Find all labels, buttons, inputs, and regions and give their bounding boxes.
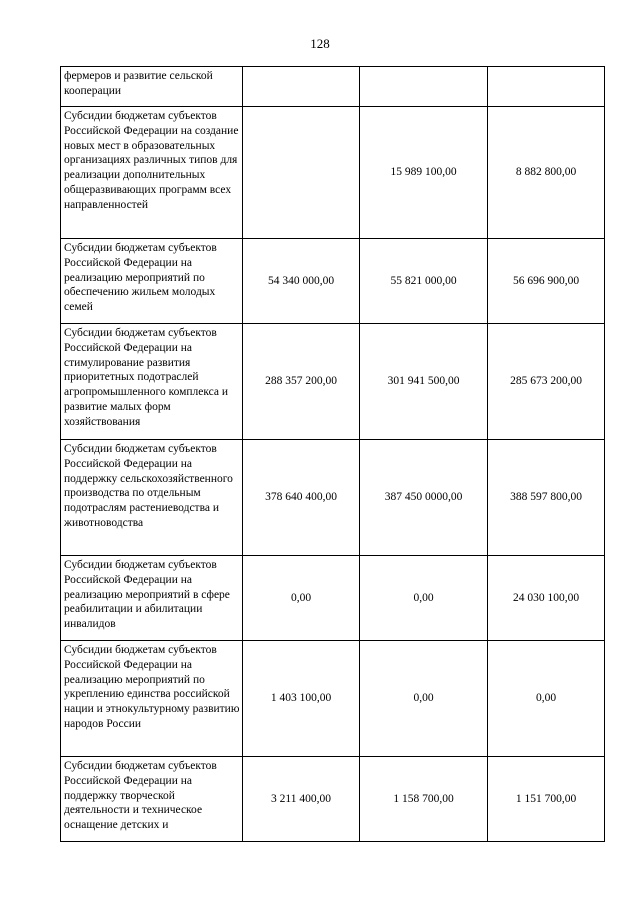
table-row — [61, 440, 605, 556]
value-cell: 0,00 — [488, 641, 605, 757]
value-cell: 378 640 400,00 — [243, 440, 360, 556]
table-row — [61, 239, 605, 324]
value-cell: 54 340 000,00 — [243, 239, 360, 324]
page-number: 128 — [310, 36, 330, 51]
table-row — [61, 67, 605, 107]
value-cell: 1 158 700,00 — [360, 757, 488, 842]
value-cell — [243, 107, 360, 239]
table-row — [61, 324, 605, 440]
row-description: фермеров и развитие сельской кооперации — [61, 67, 243, 107]
value-cell: 15 989 100,00 — [360, 107, 488, 239]
row-description: Субсидии бюджетам субъектов Российской Федерации на реализацию мероприятий в сфере реабилитации и абилитации инвалидов — [61, 556, 243, 641]
value-cell: 0,00 — [360, 641, 488, 757]
row-description: Субсидии бюджетам субъектов Российской Федерации на реализацию мероприятий по укреплению единства российской нации и этнокультурному развитию народов России — [61, 641, 243, 757]
budget-table — [60, 66, 605, 842]
value-cell: 55 821 000,00 — [360, 239, 488, 324]
table-row — [61, 107, 605, 239]
value-cell: 8 882 800,00 — [488, 107, 605, 239]
value-cell: 1 151 700,00 — [488, 757, 605, 842]
table-row — [61, 757, 605, 842]
row-description: Субсидии бюджетам субъектов Российской Федерации на стимулирование развития приоритетных подотраслей агропромышленного комплекса и развитие малых форм хозяйствования — [61, 324, 243, 440]
value-cell: 285 673 200,00 — [488, 324, 605, 440]
value-cell — [488, 67, 605, 107]
value-cell — [243, 67, 360, 107]
row-description: Субсидии бюджетам субъектов Российской Федерации на поддержку сельскохозяйственного производства по отдельным подотраслям растениеводства и животноводства — [61, 440, 243, 556]
value-cell: 56 696 900,00 — [488, 239, 605, 324]
value-cell: 0,00 — [360, 556, 488, 641]
row-description: Субсидии бюджетам субъектов Российской Федерации на создание новых мест в образовательных организациях различных типов для реализации дополнительных общеразвивающих программ всех направленностей — [61, 107, 243, 239]
value-cell: 288 357 200,00 — [243, 324, 360, 440]
row-description: Субсидии бюджетам субъектов Российской Федерации на поддержку творческой деятельности и техническое оснащение детских и — [61, 757, 243, 842]
table-row — [61, 641, 605, 757]
value-cell: 301 941 500,00 — [360, 324, 488, 440]
value-cell — [360, 67, 488, 107]
table-row — [61, 556, 605, 641]
value-cell: 388 597 800,00 — [488, 440, 605, 556]
value-cell: 387 450 0000,00 — [360, 440, 488, 556]
value-cell: 3 211 400,00 — [243, 757, 360, 842]
value-cell: 1 403 100,00 — [243, 641, 360, 757]
row-description: Субсидии бюджетам субъектов Российской Федерации на реализацию мероприятий по обеспечению жильем молодых семей — [61, 239, 243, 324]
value-cell: 24 030 100,00 — [488, 556, 605, 641]
value-cell: 0,00 — [243, 556, 360, 641]
